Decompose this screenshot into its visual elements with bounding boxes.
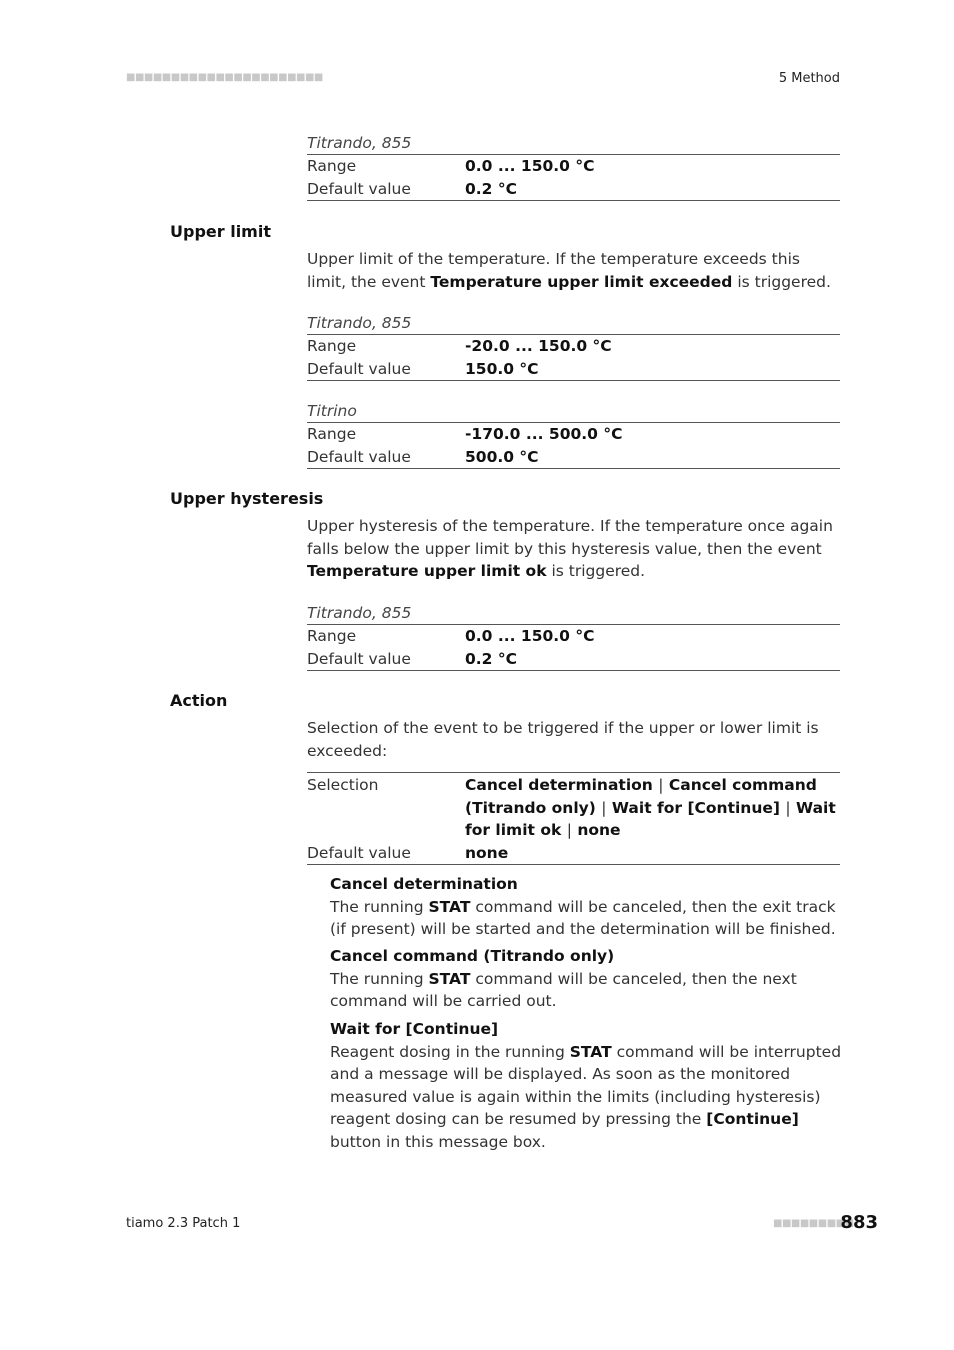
text: command will be interrupted and a message will be displayed. As soon as the monitored measured value is again within the limits (including hysteresis) reagent dosing can be resumed by pressing the: [330, 1042, 842, 1128]
option-description: [330, 968, 842, 1013]
separator: |: [601, 798, 607, 817]
text: The running: [330, 897, 429, 916]
row-key: Range: [307, 157, 357, 175]
option-title: Cancel determination: [330, 875, 518, 893]
option-cancel-determination: [330, 873, 842, 941]
upper-hysteresis-table: [307, 602, 840, 671]
text: is triggered.: [732, 272, 831, 291]
selection-options: [465, 774, 840, 842]
option: Cancel command (Titrando only): [465, 776, 817, 817]
table-caption: Titrando, 855: [307, 602, 840, 625]
row-key: Default value: [307, 179, 411, 198]
option: none: [577, 821, 621, 839]
upper-hysteresis-description: [307, 515, 840, 583]
separator: |: [785, 798, 791, 817]
table-row: [307, 335, 840, 358]
table-row: [307, 842, 840, 865]
footer-product: tiamo 2.3 Patch 1: [126, 1216, 241, 1231]
option-cancel-command: [330, 945, 842, 1013]
option-description: [330, 1041, 842, 1154]
row-key: Range: [307, 337, 357, 355]
text: is triggered.: [546, 562, 646, 580]
row-value: 0.2 °C: [465, 179, 517, 198]
option: Wait for [Continue]: [611, 798, 780, 817]
text: Upper hysteresis of the temperature. If the temperature once again falls below the upper limit by this hysteresis value, then the event: [307, 517, 833, 558]
table-row: [307, 358, 840, 381]
row-key: Range: [307, 627, 357, 645]
chapter-title: 5 Method: [778, 71, 840, 86]
command-name: STAT: [569, 1042, 612, 1061]
row-value: 0.2 °C: [465, 649, 517, 668]
command-name: STAT: [428, 897, 471, 916]
table-caption: Titrino: [307, 400, 840, 423]
separator: |: [566, 821, 572, 839]
event-name: Temperature upper limit ok: [307, 562, 547, 580]
text: command will be canceled, then the exit track (if present) will be started and the determination will be finished.: [330, 897, 836, 938]
row-value: 0.0 ... 150.0 °C: [465, 157, 595, 175]
table-caption: Titrando, 855: [307, 312, 840, 335]
action-selection-table: [307, 772, 840, 865]
table-row: [307, 625, 840, 648]
option: Cancel determination: [465, 776, 653, 794]
row-key: Selection: [307, 776, 379, 794]
row-key: Default value: [307, 359, 411, 378]
option-title: Cancel command (Titrando only): [330, 947, 615, 965]
section-heading-upper-hysteresis: Upper hysteresis: [170, 489, 324, 508]
text: Reagent dosing in the running: [330, 1042, 570, 1061]
row-key: Default value: [307, 843, 411, 862]
table-row: [307, 648, 840, 671]
section-heading-upper-limit: Upper limit: [170, 222, 271, 241]
button-name: [Continue]: [706, 1110, 799, 1128]
text: Upper limit of the temperature. If the temperature exceeds this limit, the event: [307, 250, 800, 291]
table-row: [307, 178, 840, 201]
event-name: Temperature upper limit exceeded: [430, 272, 733, 291]
upper-limit-description: [307, 248, 840, 293]
table-row: [307, 774, 840, 842]
table-caption: Titrando, 855: [307, 132, 840, 155]
row-value: 0.0 ... 150.0 °C: [465, 627, 595, 645]
table-row: [307, 446, 840, 469]
action-description: Selection of the event to be triggered if the upper or lower limit is exceeded:: [307, 719, 819, 760]
row-value: 150.0 °C: [465, 359, 539, 378]
upper-limit-table-titrando: [307, 312, 840, 381]
row-value: 500.0 °C: [465, 447, 539, 466]
footer-marker: ■■■■■■■■■: [773, 1218, 854, 1229]
row-key: Default value: [307, 649, 411, 668]
option-description: [330, 896, 842, 941]
text: button in this message box.: [330, 1132, 546, 1151]
table-row: [307, 423, 840, 446]
text: command will be canceled, then the next command will be carried out.: [330, 969, 797, 1010]
option-title: Wait for [Continue]: [330, 1020, 499, 1038]
section-heading-action: Action: [170, 691, 228, 710]
table-row: [307, 155, 840, 178]
page-number: 883: [840, 1212, 878, 1233]
option: Wait for limit ok: [465, 798, 836, 839]
row-key: Range: [307, 425, 357, 443]
row-value: none: [465, 843, 509, 862]
lower-hysteresis-table: [307, 132, 840, 201]
option-wait-for-continue: [330, 1018, 842, 1153]
command-name: STAT: [428, 969, 471, 988]
header-marker: ■■■■■■■■■■■■■■■■■■■■■■: [126, 72, 323, 83]
upper-limit-table-titrino: [307, 400, 840, 469]
row-value: -170.0 ... 500.0 °C: [465, 425, 623, 443]
separator: |: [658, 776, 664, 794]
text: The running: [330, 969, 429, 988]
row-value: -20.0 ... 150.0 °C: [465, 337, 612, 355]
row-key: Default value: [307, 447, 411, 466]
